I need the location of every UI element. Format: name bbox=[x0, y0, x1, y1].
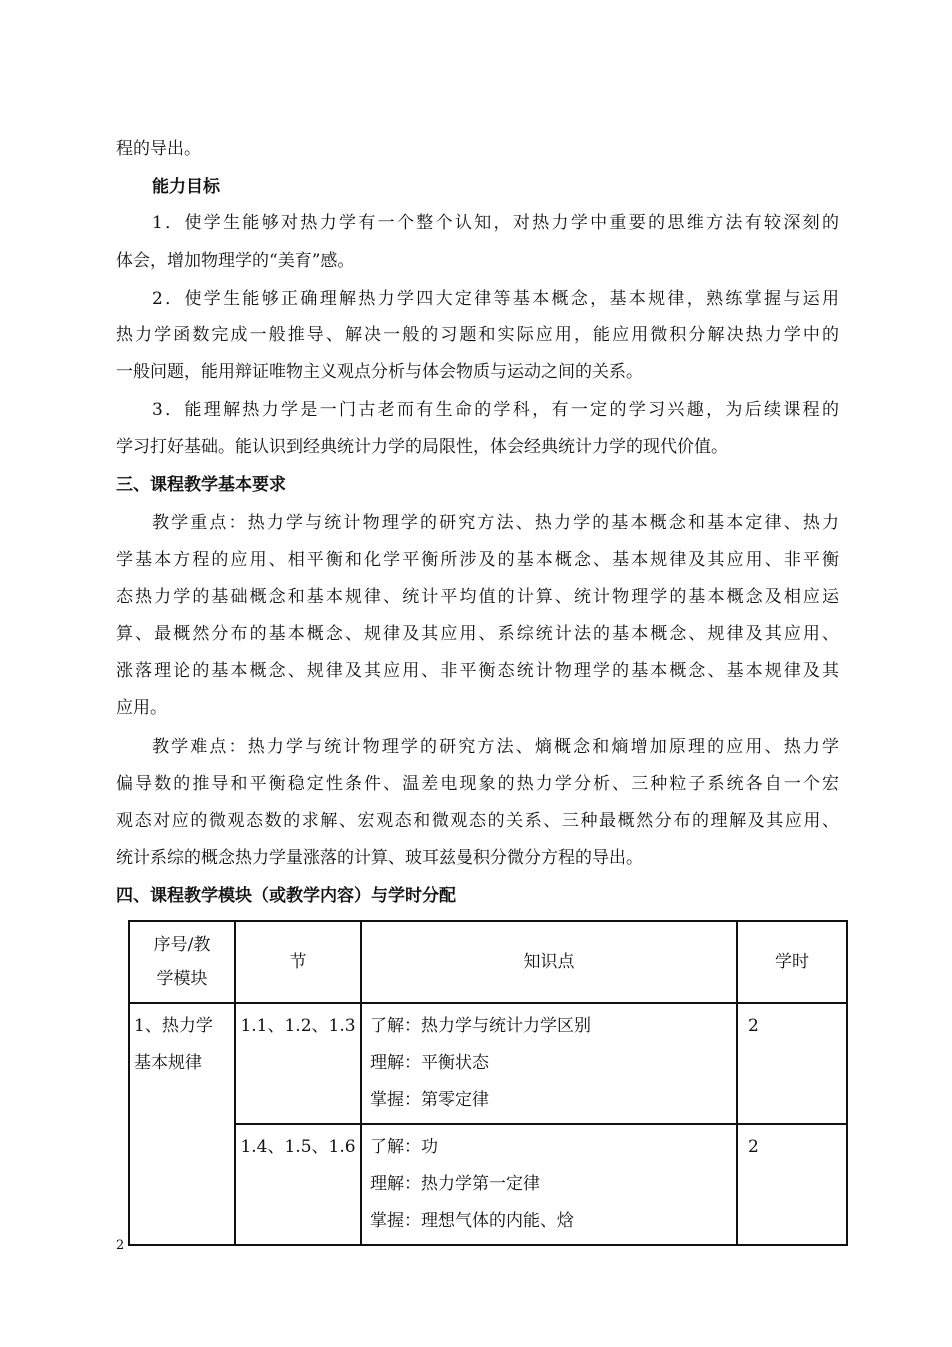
knowledge-point: 理解：平衡状态 bbox=[370, 1053, 489, 1073]
section-cell: 1.4、1.5、1.6 bbox=[235, 1124, 361, 1245]
text-line: 程的导出。 bbox=[116, 139, 201, 159]
text-line: 教学难点：热力学与统计物理学的研究方法、熵概念和熵增加原理的应用、热力学 bbox=[152, 737, 839, 757]
text-line: 热力学函数完成一般推导、解决一般的习题和实际应用，能应用微积分解决热力学中的 bbox=[116, 325, 839, 345]
table-header-row bbox=[129, 921, 847, 1003]
knowledge-cell bbox=[361, 1003, 737, 1124]
hours-cell: 2 bbox=[737, 1124, 847, 1245]
knowledge-point: 理解：热力学第一定律 bbox=[370, 1174, 540, 1194]
text-line: 1．使学生能够对热力学有一个整个认知，对热力学中重要的思维方法有较深刻的 bbox=[152, 213, 839, 233]
module-line: 1、热力学 bbox=[134, 1016, 213, 1036]
knowledge-cell bbox=[361, 1124, 737, 1245]
section-cell: 1.1、1.2、1.3 bbox=[235, 1003, 361, 1124]
knowledge-point: 掌握：第零定律 bbox=[370, 1090, 489, 1110]
text-line: 教学重点：热力学与统计物理学的研究方法、热力学的基本概念和基本定律、热力 bbox=[152, 513, 839, 533]
text-line: 偏导数的推导和平衡稳定性条件、温差电现象的热力学分析、三种粒子系统各自一个宏 bbox=[116, 774, 839, 794]
module-cell bbox=[129, 1003, 235, 1245]
module-line: 基本规律 bbox=[134, 1053, 202, 1073]
section-heading: 三、课程教学基本要求 bbox=[116, 475, 286, 495]
text-line: 体会，增加物理学的“美育”感。 bbox=[116, 251, 355, 271]
page-number: 2 bbox=[116, 1238, 125, 1253]
text-line: 应用。 bbox=[116, 698, 167, 718]
header-module bbox=[129, 921, 235, 1003]
text-line: 3．能理解热力学是一门古老而有生命的学科，有一定的学习兴趣，为后续课程的 bbox=[152, 400, 839, 420]
header-hours: 学时 bbox=[737, 921, 847, 1003]
section-heading: 能力目标 bbox=[152, 177, 220, 197]
header-knowledge: 知识点 bbox=[361, 921, 737, 1003]
section-heading: 四、课程教学模块（或教学内容）与学时分配 bbox=[116, 886, 456, 906]
text-line: 统计系综的概念热力学量涨落的计算、玻耳兹曼积分微分方程的导出。 bbox=[116, 848, 643, 868]
text-line: 学习打好基础。能认识到经典统计力学的局限性，体会经典统计力学的现代价值。 bbox=[116, 437, 728, 457]
header-module-line: 序号/教 bbox=[153, 935, 211, 955]
text-line: 算、最概然分布的基本概念、规律及其应用、系综统计法的基本概念、规律及其应用、 bbox=[116, 624, 839, 644]
table-row bbox=[129, 1124, 847, 1245]
text-line: 一般问题，能用辩证唯物主义观点分析与体会物质与运动之间的关系。 bbox=[116, 362, 643, 382]
text-line: 涨落理论的基本概念、规律及其应用、非平衡态统计物理学的基本概念、基本规律及其 bbox=[116, 661, 839, 681]
hours-cell: 2 bbox=[737, 1003, 847, 1124]
table-row bbox=[129, 1003, 847, 1124]
knowledge-point: 了解：热力学与统计力学区别 bbox=[370, 1016, 591, 1036]
module-table bbox=[128, 920, 848, 1246]
text-line: 学基本方程的应用、相平衡和化学平衡所涉及的基本概念、基本规律及其应用、非平衡 bbox=[116, 550, 839, 570]
text-line: 2．使学生能够正确理解热力学四大定律等基本概念，基本规律，熟练掌握与运用 bbox=[152, 289, 839, 309]
text-line: 观态对应的微观态数的求解、宏观态和微观态的关系、三种最概然分布的理解及其应用、 bbox=[116, 811, 839, 831]
header-module-line: 学模块 bbox=[156, 969, 208, 989]
knowledge-point: 掌握：理想气体的内能、焓 bbox=[370, 1211, 574, 1231]
knowledge-point: 了解：功 bbox=[370, 1137, 438, 1157]
text-line: 态热力学的基础概念和基本规律、统计平均值的计算、统计物理学的基本概念及相应运 bbox=[116, 587, 839, 607]
header-section: 节 bbox=[235, 921, 361, 1003]
